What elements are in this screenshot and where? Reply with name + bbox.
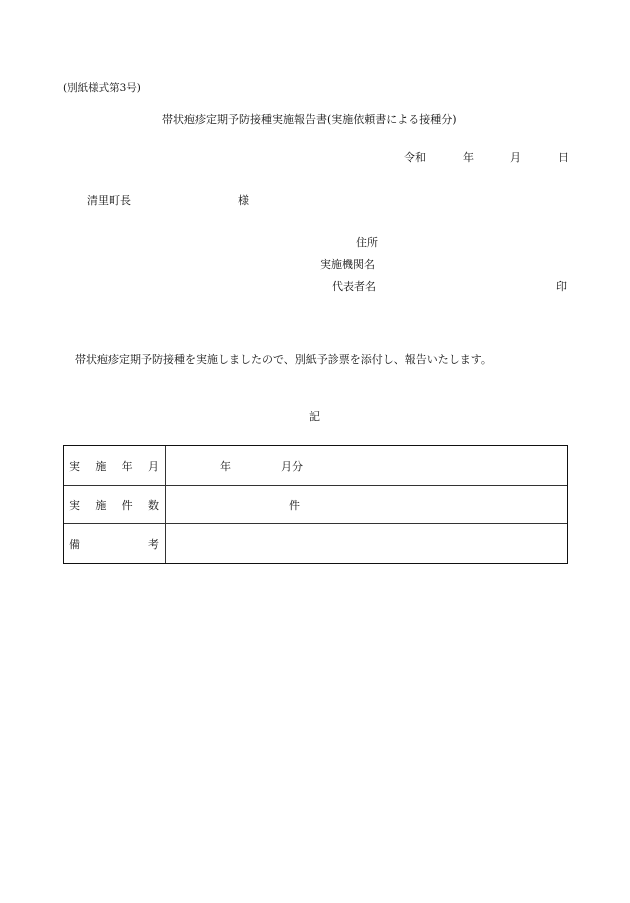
row-label-implementation-count	[69, 497, 159, 513]
date-day-label: 日	[558, 151, 569, 164]
table-row-implementation-month	[64, 446, 567, 486]
row-label-implementation-month	[69, 458, 159, 474]
row-label-char: 件	[121, 498, 133, 512]
table-row-implementation-count	[64, 486, 567, 524]
row-label-char: 備	[69, 537, 80, 551]
sender-institution-label: 実施機関名	[320, 258, 375, 271]
row-label-char: 考	[148, 537, 159, 551]
seal-mark: 印	[556, 280, 567, 293]
row-label-char: 施	[95, 498, 107, 512]
row-label-char: 実	[69, 498, 80, 512]
row-label-char: 数	[147, 498, 159, 512]
row-label-char: 施	[95, 459, 107, 473]
row-label-char: 月	[147, 459, 159, 473]
table-row-remarks	[64, 524, 567, 563]
month-portion-label: 月分	[281, 459, 303, 473]
row-label-char: 年	[121, 459, 133, 473]
form-number: (別紙様式第3号)	[63, 82, 141, 94]
count-unit-label: 件	[289, 498, 300, 512]
year-unit-label: 年	[220, 459, 231, 473]
ki-heading: 記	[309, 410, 320, 423]
row-label-char: 実	[69, 459, 80, 473]
addressee-honorific: 様	[238, 194, 249, 207]
row-label-remarks	[69, 536, 159, 552]
addressee-name: 清里町長	[87, 194, 131, 207]
report-table	[63, 445, 568, 564]
report-body-text: 帯状疱疹定期予防接種を実施しましたので、別紙予診票を添付し、報告いたします。	[75, 353, 492, 366]
sender-representative-label: 代表者名	[332, 280, 376, 293]
sender-address-label: 住所	[356, 236, 378, 249]
date-year-label: 年	[463, 151, 474, 164]
document-title: 帯状疱疹定期予防接種実施報告書(実施依頼書による接種分)	[162, 113, 457, 126]
date-month-label: 月	[510, 151, 521, 164]
date-era-label: 令和	[404, 151, 426, 164]
